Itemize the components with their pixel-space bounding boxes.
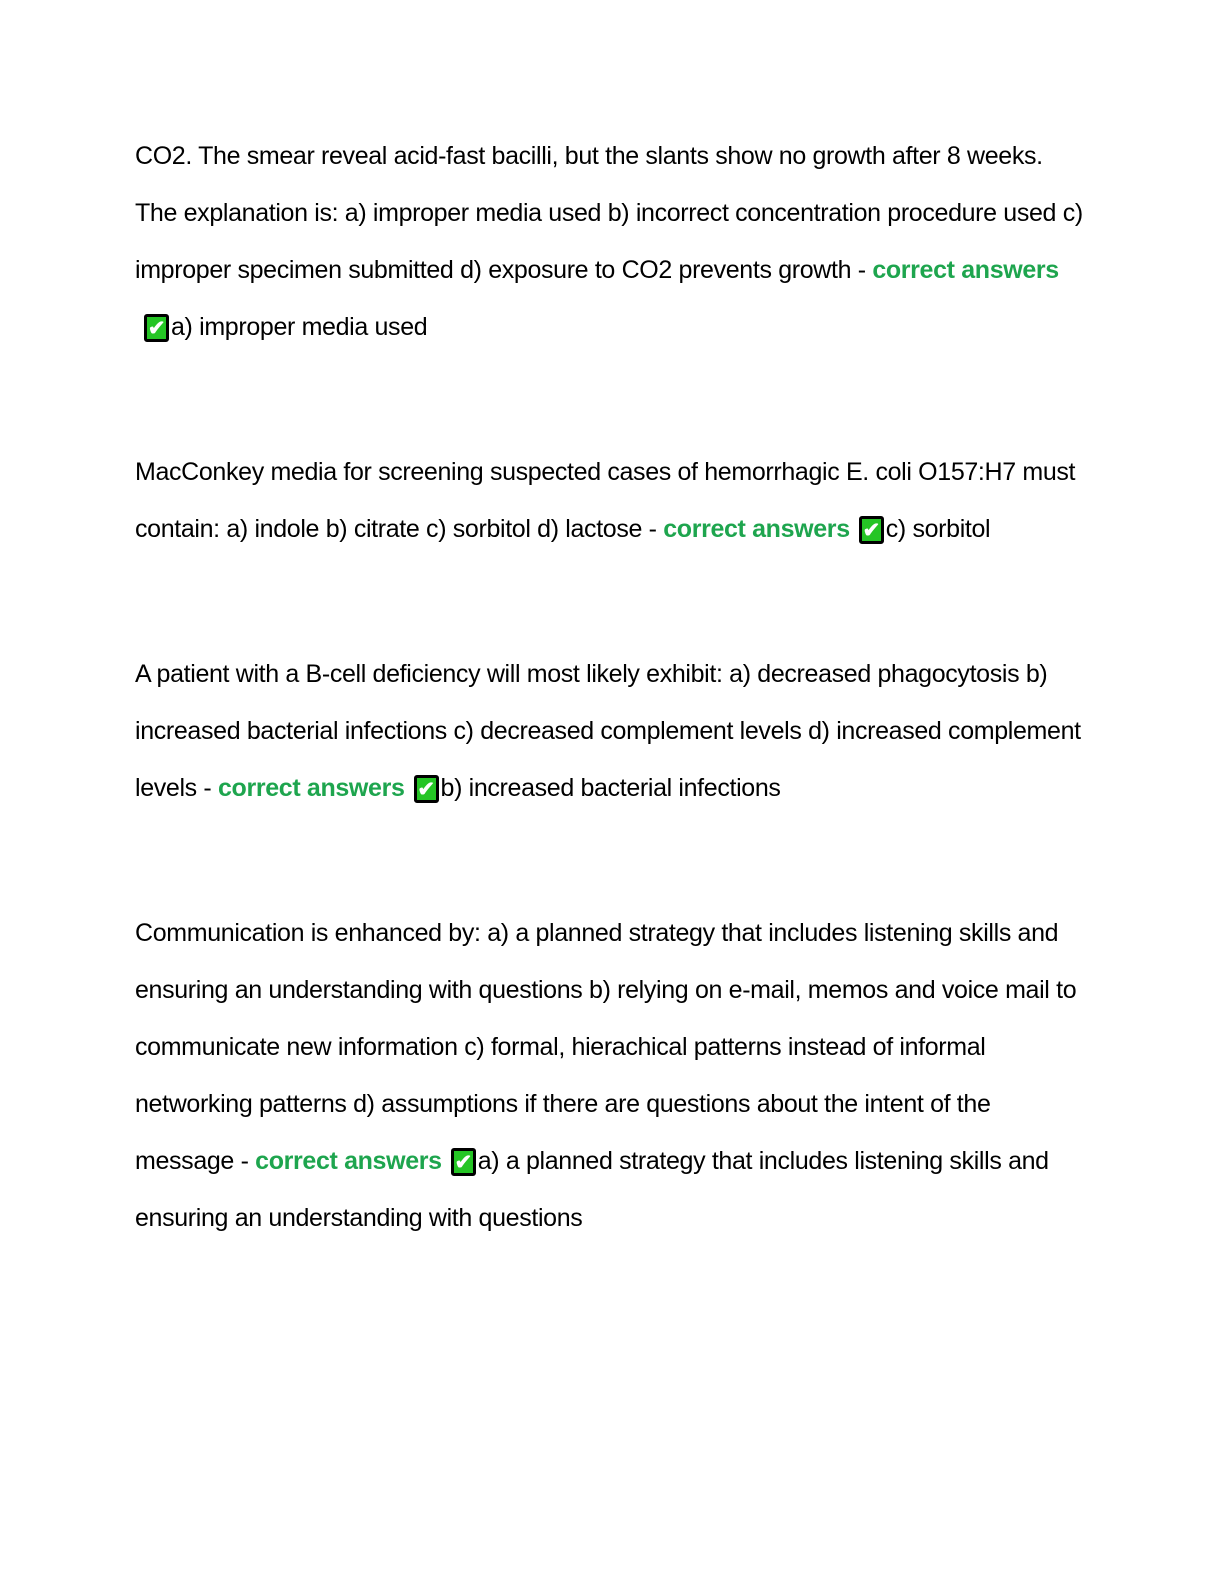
question-text-run: a) a planned strategy that includes listening skills and ensuring an understanding with questions <box>135 1147 1049 1232</box>
correct-answers-label: correct answers <box>872 256 1059 284</box>
question-text-run: a) improper media used <box>171 313 428 341</box>
question-text-run: MacConkey media for screening suspected cases of hemorrhagic E. coli O157:H7 must contain: a) indole b) citrate c) sorbitol d) lactose - <box>135 458 1076 543</box>
paragraph-3 <box>135 646 1089 817</box>
correct-answers-label: correct answers <box>255 1147 442 1175</box>
document-content <box>135 128 1089 1335</box>
question-text-run: CO2. The smear reveal acid-fast bacilli, but the slants show no growth after 8 weeks. The explanation is: a) improper media used b) incorrect concentration procedure used c) improper specimen submitted d) exposure to CO2 prevents growth - <box>135 142 1083 284</box>
correct-answers-label: correct answers <box>217 774 405 802</box>
question-text-run: Communication is enhanced by: a) a planned strategy that includes listening skills and ensuring an understanding with questions b) relying on e-mail, memos and voice mail to communicate new information c) formal, hierachical patterns instead of informal networking patterns d) assumptions if there are questions about the intent of the message - <box>135 919 1077 1175</box>
question-text-run: b) increased bacterial infections <box>440 774 781 802</box>
paragraph-2 <box>135 444 1089 558</box>
paragraph-4 <box>135 905 1089 1247</box>
correct-answers-label: correct answers <box>663 515 850 543</box>
green-checkbox-icon: ✔ <box>144 314 169 342</box>
paragraph-1 <box>135 128 1089 356</box>
green-checkbox-icon: ✔ <box>414 775 439 803</box>
question-text-run: c) sorbitol <box>885 515 991 543</box>
question-text-run: A patient with a B-cell deficiency will most likely exhibit: a) decreased phagocytosis b) increased bacterial infections c) decreased complement levels d) increased complement levels - <box>135 660 1081 802</box>
green-checkbox-icon: ✔ <box>859 516 884 544</box>
green-checkbox-icon: ✔ <box>451 1148 476 1176</box>
